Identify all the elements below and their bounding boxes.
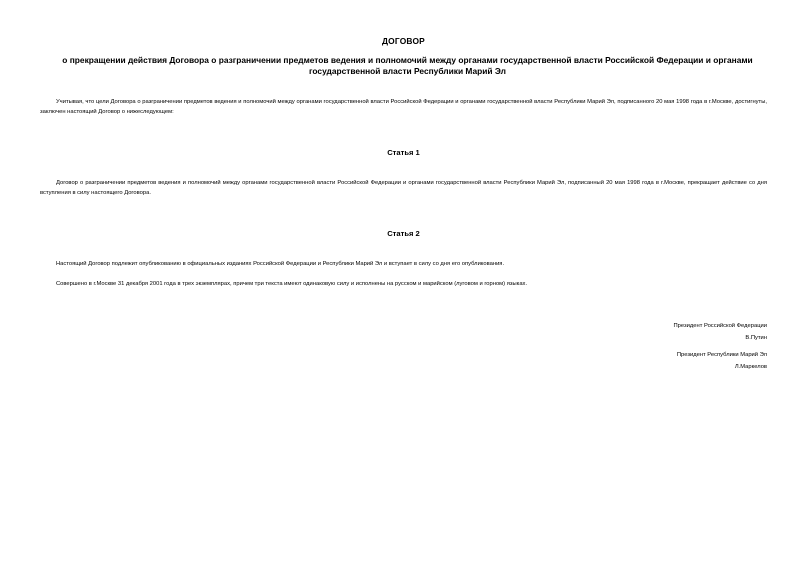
signatory-position: Президент Республики Марий Эл [676,352,767,358]
signature-block-mari-el [677,349,767,373]
document-title: ДОГОВОР [382,36,425,46]
closing-paragraph: Совершено в г.Москве 31 декабря 2001 года в трех экземплярах, причем три текста имеют одинаковую силу и исполнены на русском и марийском (луговом и горном) языках. [56,281,528,287]
signatory-name: В.Путин [745,335,767,341]
preamble-paragraph: Учитывая, что цели Договора о разграничении предметов ведения и полномочий между органами государственной власти Российской Федерации и органами государственной власти Республики Марий Эл, подписанного 20 мая 1998 года в г.Москве, достигнуты, заключен настоящий Договор о нижеследующем: [40,99,767,115]
document-subtitle: о прекращении действия Договора о разграничении предметов ведения и полномочий между органами государственной власти Российской Федерации и органами государственной власти Республики Марий Эл [62,55,753,76]
article-2-text: Настоящий Договор подлежит опубликованию в официальных изданиях Российской Федерации и Республики Марий Эл и вступает в силу со дня его опубликования. [56,261,505,267]
article-1-heading: Статья 1 [387,148,420,157]
article-1-text: Договор о разграничении предметов ведения и полномочий между органами государственной власти Российской Федерации и органами государственной власти Республики Марий Эл, подписанный 20 мая 1998 года в г.Москве, прекращает действие со дня вступления в силу настоящего Договора. [40,180,767,196]
article-2-heading: Статья 2 [387,229,420,238]
signature-block-russia [674,320,768,344]
signatory-position: Президент Российской Федерации [673,323,767,329]
signatory-name: Л.Маркелов [734,364,767,370]
